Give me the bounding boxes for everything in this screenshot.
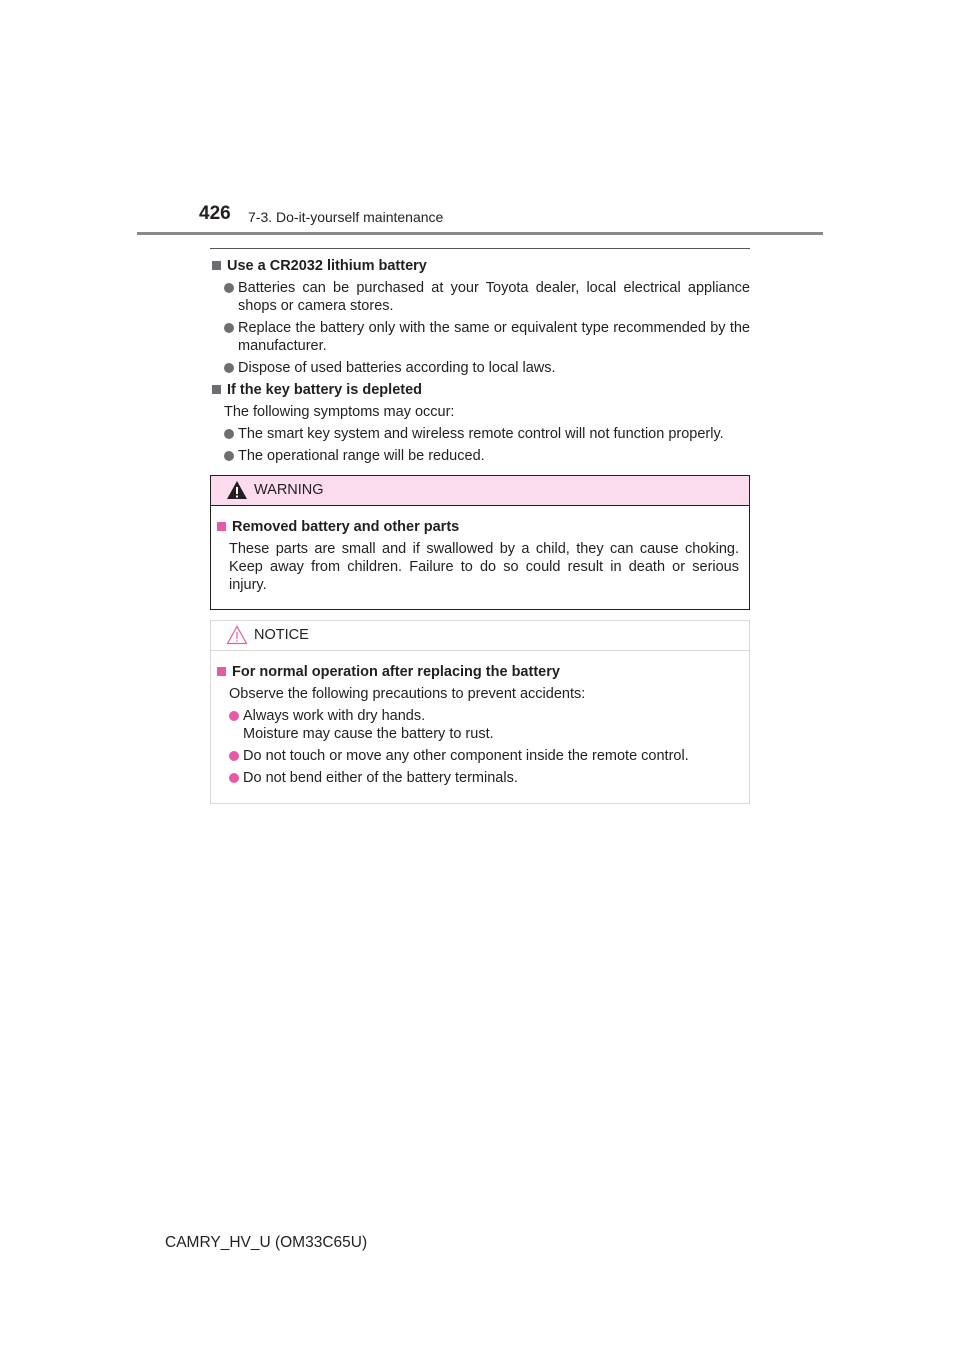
section-heading-battery-type: Use a CR2032 lithium battery xyxy=(210,257,750,275)
main-content xyxy=(210,248,750,465)
list-item: Always work with dry hands. Moisture may cause the battery to rust. xyxy=(215,707,739,743)
list-item: Do not touch or move any other component inside the remote control. xyxy=(215,747,739,765)
notice-body xyxy=(211,651,749,787)
list-item: Dispose of used batteries according to local laws. xyxy=(210,359,750,377)
warning-header xyxy=(211,476,749,506)
page-number: 426 xyxy=(199,203,231,224)
bullet-dot-icon xyxy=(224,451,234,461)
bullet-dot-icon xyxy=(224,429,234,439)
page-header xyxy=(0,0,960,240)
list-item: Replace the battery only with the same or equivalent type recommended by the manufacturer. xyxy=(210,319,750,355)
section-intro: The following symptoms may occur: xyxy=(224,404,455,420)
list-item: Batteries can be purchased at your Toyota dealer, local electrical appliance shops or camera stores. xyxy=(210,279,750,315)
notice-label: NOTICE xyxy=(254,627,309,643)
list-item: Do not bend either of the battery terminals. xyxy=(215,769,739,787)
bullet-dot-icon xyxy=(224,283,234,293)
square-bullet-icon xyxy=(217,522,226,531)
section-heading-battery-depleted: If the key battery is depleted xyxy=(210,381,750,399)
warning-triangle-icon xyxy=(226,480,248,500)
notice-heading: For normal operation after replacing the battery xyxy=(215,663,739,681)
warning-text: These parts are small and if swallowed by a child, they can cause choking. Keep away from children. Failure to do so could result in death or serious injury. xyxy=(229,541,739,593)
bullet-dot-icon xyxy=(224,323,234,333)
list-item: The operational range will be reduced. xyxy=(210,447,750,465)
square-bullet-icon xyxy=(217,667,226,676)
content-divider xyxy=(210,248,750,249)
bullet-dot-icon xyxy=(229,773,239,783)
square-bullet-icon xyxy=(212,385,221,394)
notice-box xyxy=(210,620,750,804)
warning-body xyxy=(211,506,749,594)
warning-label: WARNING xyxy=(254,482,324,498)
bullet-dot-icon xyxy=(229,751,239,761)
notice-intro: Observe the following precautions to prevent accidents: xyxy=(229,686,586,702)
list-item: The smart key system and wireless remote control will not function properly. xyxy=(210,425,750,443)
section-title: 7-3. Do-it-yourself maintenance xyxy=(248,209,444,225)
notice-triangle-icon xyxy=(226,625,248,645)
bullet-dot-icon xyxy=(224,363,234,373)
bullet-note: Moisture may cause the battery to rust. xyxy=(243,726,494,742)
warning-box xyxy=(210,475,750,610)
notice-header xyxy=(211,621,749,651)
bullet-dot-icon xyxy=(229,711,239,721)
model-code: CAMRY_HV_U (OM33C65U) xyxy=(165,1234,368,1251)
header-divider xyxy=(137,232,823,235)
warning-heading: Removed battery and other parts xyxy=(215,518,739,536)
square-bullet-icon xyxy=(212,261,221,270)
